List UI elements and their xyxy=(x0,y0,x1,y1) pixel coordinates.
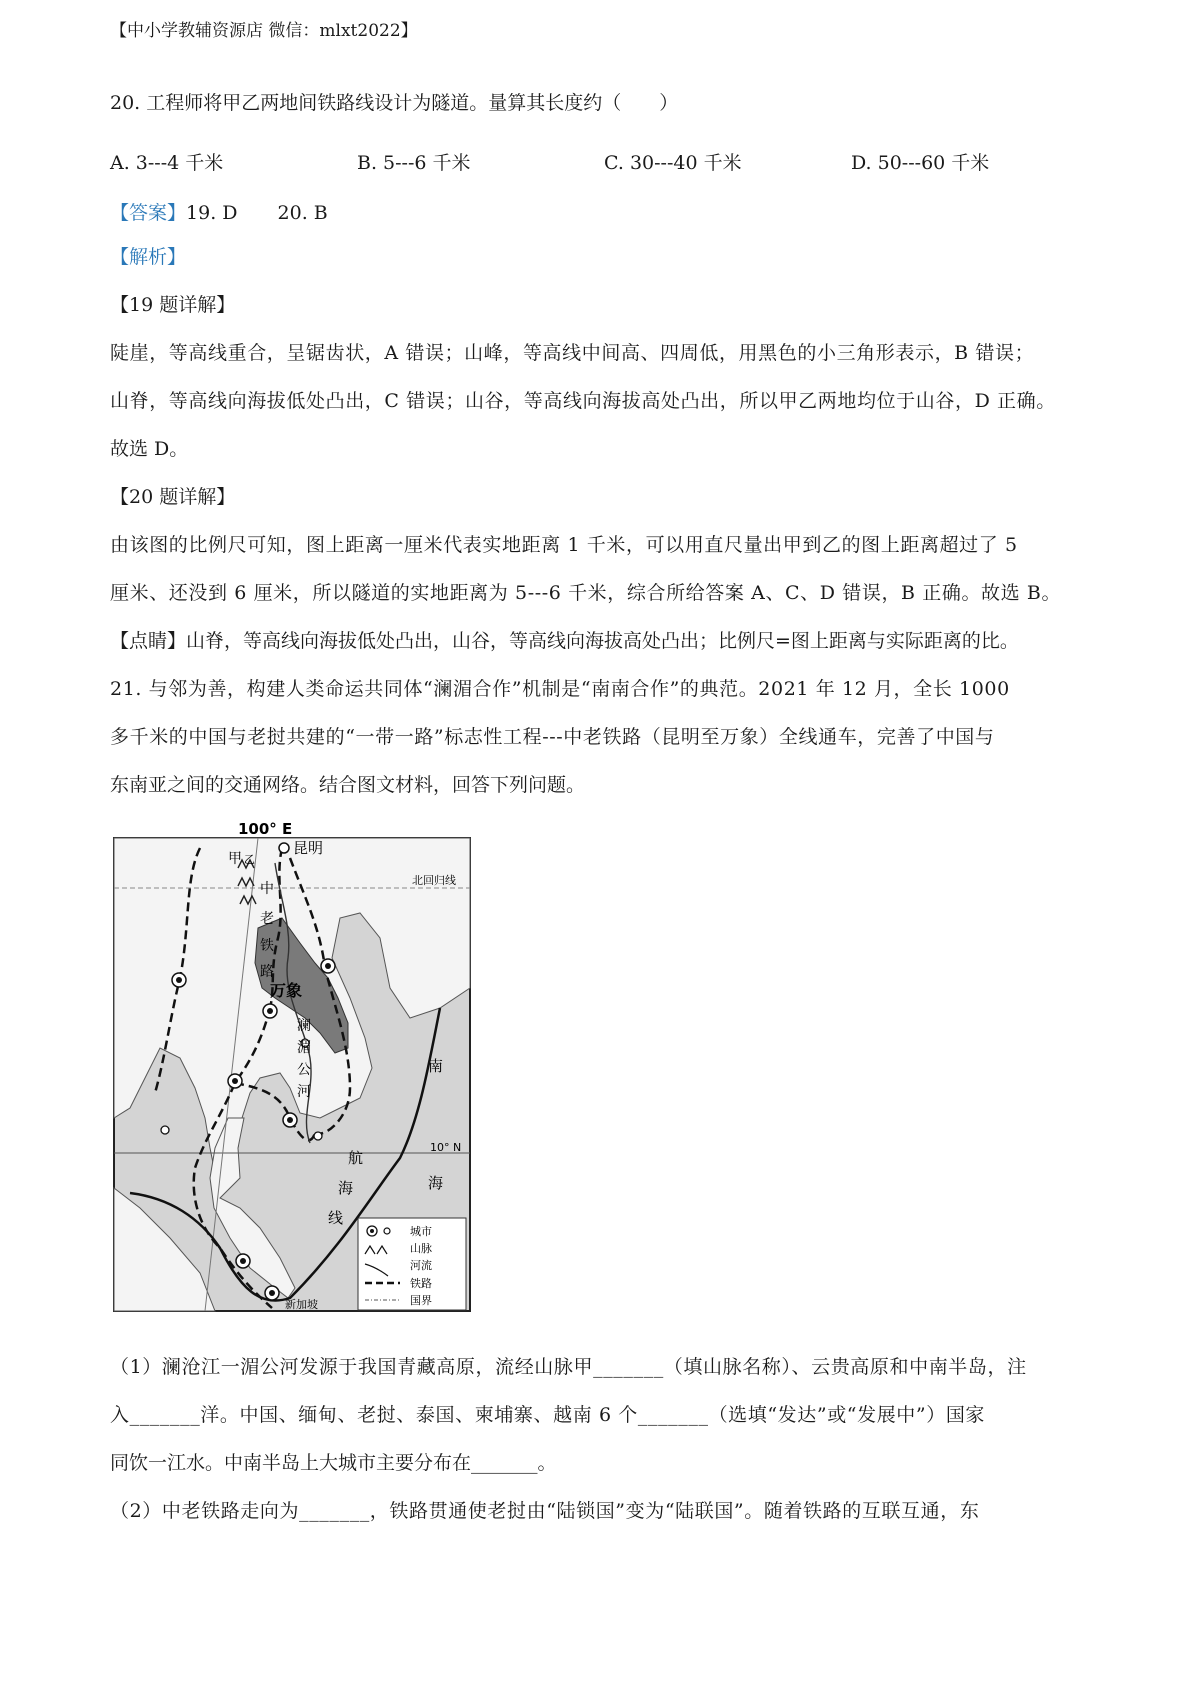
label-river-4: 河 xyxy=(297,1084,311,1100)
label-jia: 甲 xyxy=(228,851,242,867)
label-tropic: 北回归线 xyxy=(412,874,456,887)
city-hochiminh xyxy=(314,1132,322,1140)
analysis-tag: 【解析】 xyxy=(110,246,187,268)
legend-border: 国界 xyxy=(410,1294,432,1307)
city-singapore xyxy=(269,1290,275,1296)
city-vientiane xyxy=(267,1008,273,1014)
city-myanmar xyxy=(176,977,182,983)
detail20-line: 由该图的比例尺可知，图上距离一厘米代表实地距离 1 千米，可以用直尺量出甲到乙的图上距离超过了 5 xyxy=(110,534,1018,556)
source-header: 【中小学教辅资源店 微信：mlxt2022】 xyxy=(110,21,418,41)
city-vietnam-north xyxy=(325,963,331,969)
detail20-title: 【20 题详解】 xyxy=(110,486,236,508)
label-route-2: 海 xyxy=(338,1179,354,1197)
answer-line xyxy=(110,198,328,225)
legend-river: 河流 xyxy=(410,1259,432,1272)
label-kunming: 昆明 xyxy=(293,839,324,857)
label-route-3: 线 xyxy=(328,1209,344,1227)
q21-line: 多千米的中国与老挝共建的“一带一路”标志性工程---中老铁路（昆明至万象）全线通车，完善了中国与 xyxy=(110,726,995,748)
detail19-line: 陡崖，等高线重合，呈锯齿状，A 错误；山峰，等高线中间高、四周低，用黑色的小三角形表示，B 错误； xyxy=(110,342,1035,364)
detail19-title: 【19 题详解】 xyxy=(110,294,236,316)
answer-20: 20. B xyxy=(277,202,328,224)
option-c: C. 30---40 千米 xyxy=(604,152,742,174)
city-bangkok xyxy=(232,1078,238,1084)
q20-stem: 20. 工程师将甲乙两地间铁路线设计为隧道。量算其长度约（ ） xyxy=(110,92,679,114)
label-longitude: 100° E xyxy=(238,820,293,838)
q21-line: 21. 与邻为善，构建人类命运共同体“澜湄合作”机制是“南南合作”的典范。2021 年 12 月，全长 1000 xyxy=(110,678,1010,700)
answer-tag: 【答案】 xyxy=(110,202,187,224)
detail19-line: 故选 D。 xyxy=(110,438,189,460)
label-south-sea-1: 南 xyxy=(428,1057,444,1075)
label-route-1: 航 xyxy=(348,1149,364,1167)
legend-mountain: 山脉 xyxy=(410,1242,432,1255)
label-river-2: 湄 xyxy=(297,1040,311,1056)
subq1-line: （1）澜沧江一湄公河发源于我国青藏高原，流经山脉甲_______（填山脉名称）、云贵高原和中南半岛，注 xyxy=(110,1356,1027,1378)
tip-line: 【点睛】山脊，等高线向海拔低处凸出，山谷，等高线向海拔高处凸出；比例尺=图上距离与实际距离的比。 xyxy=(110,630,1019,652)
city-yangon xyxy=(161,1126,169,1134)
legend-city: 城市 xyxy=(410,1225,432,1238)
label-railway-2: 老 xyxy=(260,911,274,927)
label-railway-1: 中 xyxy=(260,881,274,897)
subq1-line: 同饮一江水。中南半岛上大城市主要分布在_______。 xyxy=(110,1452,557,1474)
southeast-asia-map xyxy=(110,818,472,1315)
option-a: A. 3---4 千米 xyxy=(110,152,224,174)
city-kunming xyxy=(279,843,289,853)
label-railway-3: 铁 xyxy=(260,938,274,954)
option-d: D. 50---60 千米 xyxy=(851,152,990,174)
option-b: B. 5---6 千米 xyxy=(357,152,471,174)
map-legend xyxy=(358,1218,466,1310)
subq1-line: 入_______洋。中国、缅甸、老挝、泰国、柬埔寨、越南 6 个_______（选填“发达”或“发展中”）国家 xyxy=(110,1404,986,1426)
subq2-line: （2）中老铁路走向为_______，铁路贯通使老挝由“陆锁国”变为“陆联国”。随着铁路的互联互通，东 xyxy=(110,1500,980,1522)
detail20-line: 厘米、还没到 6 厘米，所以隧道的实地距离为 5---6 千米，综合所给答案 A、C、D 错误，B 正确。故选 B。 xyxy=(110,582,1062,604)
label-railway-4: 路 xyxy=(260,964,274,980)
q21-line: 东南亚之间的交通网络。结合图文材料，回答下列问题。 xyxy=(110,774,586,796)
detail19-line: 山脊，等高线向海拔低处凸出，C 错误；山谷，等高线向海拔高处凸出，所以甲乙两地均位于山谷，D 正确。 xyxy=(110,390,1056,412)
answer-19: 19. D xyxy=(186,202,238,224)
label-singapore: 新加坡 xyxy=(285,1298,318,1311)
label-river-3: 公 xyxy=(297,1062,311,1078)
label-south-sea-2: 海 xyxy=(428,1174,444,1192)
city-kualalumpur xyxy=(240,1258,246,1264)
label-yi: 乙 xyxy=(244,853,255,866)
legend-railway: 铁路 xyxy=(410,1277,432,1290)
label-lat10: 10° N xyxy=(430,1141,462,1154)
city-phnompenh xyxy=(287,1117,293,1123)
label-vientiane: 万象 xyxy=(270,981,303,1000)
label-river-1: 澜 xyxy=(297,1018,311,1034)
